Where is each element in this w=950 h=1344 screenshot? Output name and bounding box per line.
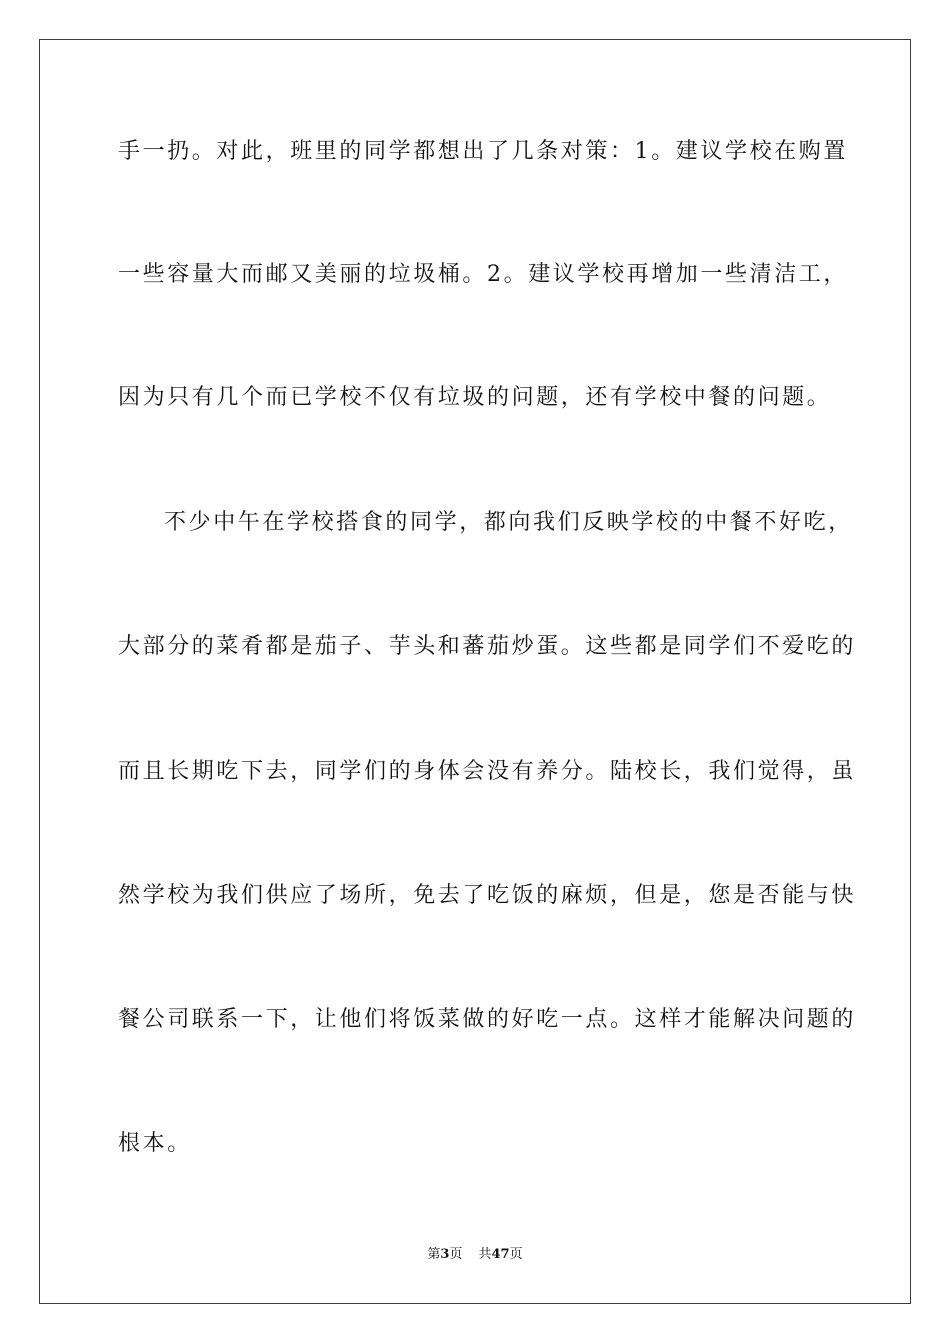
body-text-line: 因为只有几个而已学校不仅有垃圾的问题，还有学校中餐的问题。: [118, 385, 832, 410]
page-suffix: 页: [449, 1247, 463, 1262]
body-text-line: 大部分的菜肴都是茄子、芋头和蕃茄炒蛋。这些都是同学们不爱吃的: [118, 634, 857, 659]
body-text-line: 一些容量大而邮又美丽的垃圾桶。2。建议学校再增加一些清洁工，: [118, 262, 848, 287]
total-pages: 47: [491, 1247, 510, 1262]
paragraph-first-line: 不少中午在学校搭食的同学，都向我们反映学校的中餐不好吃，: [164, 510, 853, 535]
total-suffix: 页: [509, 1247, 523, 1262]
page-prefix: 第: [427, 1247, 441, 1262]
body-text-line: 然学校为我们供应了场所，免去了吃饭的麻烦，但是，您是否能与快: [118, 883, 857, 908]
page-border: [39, 39, 911, 1304]
total-prefix: 共: [478, 1247, 492, 1262]
page-number: 3: [440, 1247, 450, 1262]
body-text-line: 而且长期吃下去，同学们的身体会没有养分。陆校长，我们觉得，虽: [118, 759, 857, 784]
page-footer: [0, 1246, 950, 1264]
body-text-line: 根本。: [118, 1131, 192, 1156]
body-text-line: 餐公司联系一下，让他们将饭菜做的好吃一点。这样才能解决问题的: [118, 1007, 857, 1032]
body-text-line: 手一扔。对此，班里的同学都想出了几条对策：1。建议学校在购置: [118, 139, 848, 164]
